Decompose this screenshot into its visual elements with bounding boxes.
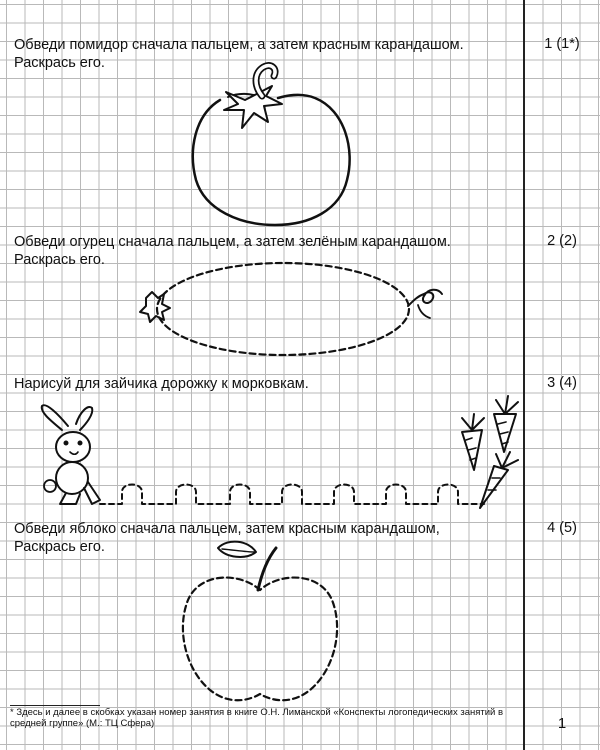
- footnote-divider: [10, 705, 100, 706]
- task-2-line-1: Обведи огурец сначала пальцем, а затем зелёным карандашом.: [14, 234, 451, 250]
- task-3-number: 3 (4): [547, 375, 577, 391]
- task-2-number: 2 (2): [547, 233, 577, 249]
- task-4-line-2: Раскрась его.: [14, 539, 105, 555]
- task-1-number: 1 (1*): [544, 36, 580, 52]
- cucumber-icon: [140, 263, 442, 355]
- apple-icon: [183, 542, 337, 701]
- task-2-line-2: Раскрась его.: [14, 252, 105, 268]
- task-4-line-1: Обведи яблоко сначала пальцем, затем красным карандашом,: [14, 521, 440, 537]
- page-number: 1: [557, 715, 567, 732]
- task-1-line-2: Раскрась его.: [14, 55, 105, 71]
- carrot-icon: [462, 396, 518, 508]
- task-1-line-1: Обведи помидор сначала пальцем, а затем красным карандашом.: [14, 37, 464, 53]
- task-4-number: 4 (5): [547, 520, 577, 536]
- tomato-icon: [193, 66, 350, 225]
- carrot-path-trace: [100, 485, 484, 505]
- footnote: * Здесь и далее в скобках указан номер занятия в книге О.Н. Лиманской «Конспекты логопедических занятий в средней группе» (М.: ТЦ Сфера): [10, 707, 504, 729]
- task-3-line-1: Нарисуй для зайчика дорожку к морковкам.: [14, 376, 309, 392]
- bunny-icon: [42, 405, 100, 504]
